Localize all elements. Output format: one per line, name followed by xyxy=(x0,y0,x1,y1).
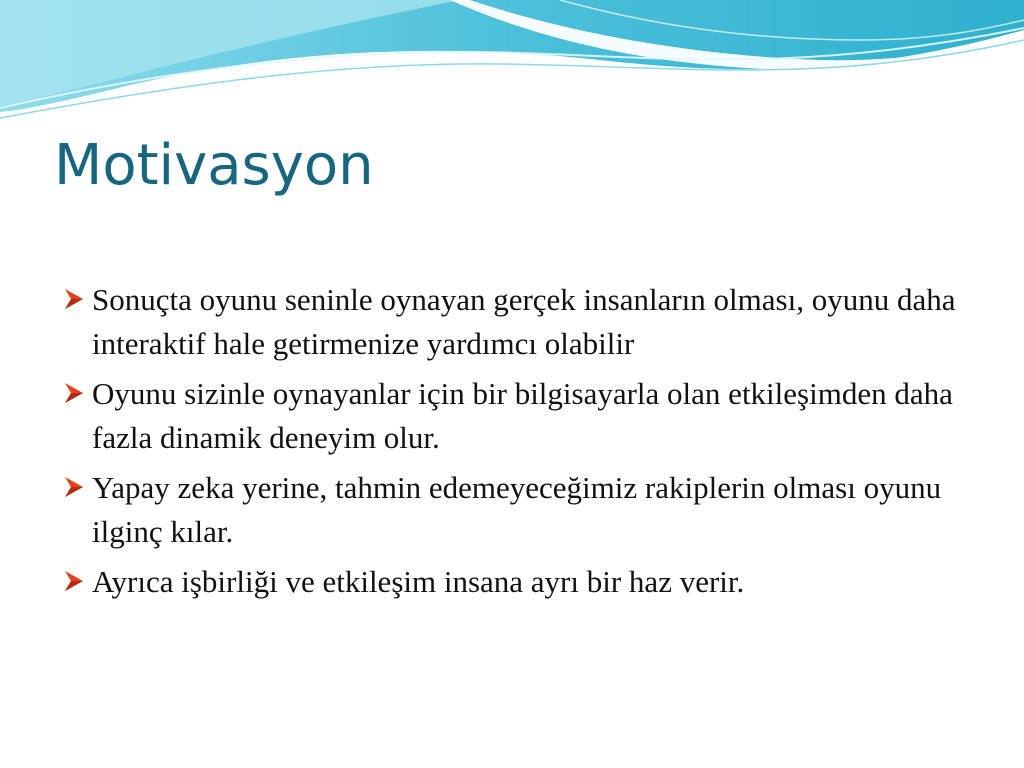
bullet-item xyxy=(62,560,962,604)
arrowhead-bullet-icon xyxy=(62,569,86,593)
slide-title: Motivasyon xyxy=(54,133,374,198)
arrowhead-bullet-icon xyxy=(62,475,86,499)
bullet-item xyxy=(62,372,962,460)
arrowhead-bullet-icon xyxy=(62,287,86,311)
bullet-item xyxy=(62,466,962,554)
bullet-text: Ayrıca işbirliği ve etkileşim insana ayrı bir haz verir. xyxy=(92,564,745,599)
bullet-list xyxy=(62,278,962,610)
bullet-text: Sonuçta oyunu seninle oynayan gerçek insanların olması, oyunu daha interaktif hale getirmenize yardımcı olabilir xyxy=(92,282,956,361)
header-wave-decoration xyxy=(0,0,1024,130)
bullet-text: Oyunu sizinle oynayanlar için bir bilgisayarla olan etkileşimden daha fazla dinamik deneyim olur. xyxy=(92,376,953,455)
bullet-item xyxy=(62,278,962,366)
bullet-text: Yapay zeka yerine, tahmin edemeyeceğimiz rakiplerin olması oyunu ilginç kılar. xyxy=(92,470,942,549)
arrowhead-bullet-icon xyxy=(62,381,86,405)
